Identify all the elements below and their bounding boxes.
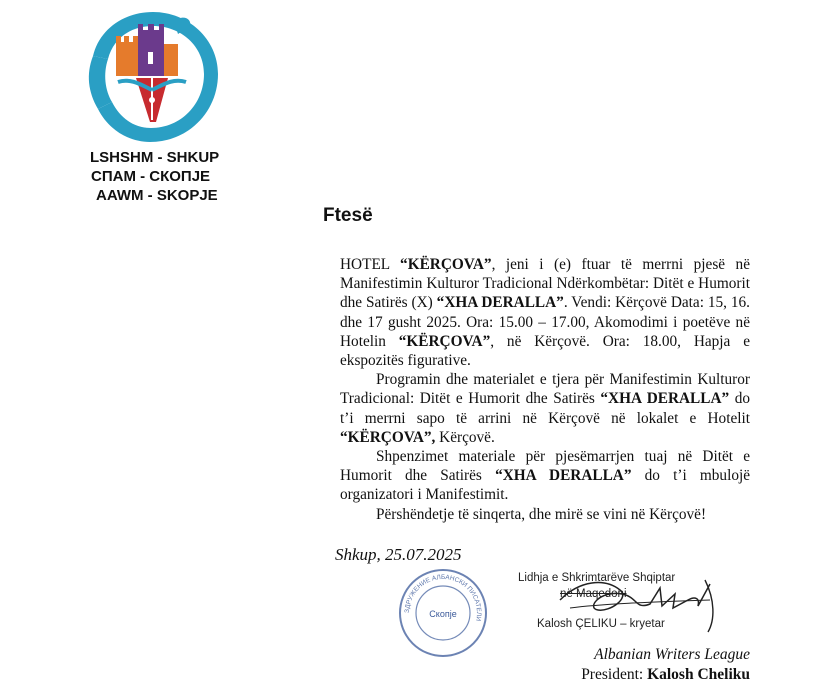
text: do t’i mbulojë organizatori i Manifestimit. [340, 467, 751, 504]
event-name: “XHA DERALLA” [436, 294, 564, 312]
text: , në Kërçovë. Ora: 18.00, Hapja e ekspozitës figurative. [340, 332, 750, 370]
text: . Vendi: Kërçovë Data: 15, 16. dhe 17 gusht 2025. Ora: 15.00 – 17.00, Akomodimi i poetëve në Hotelin [340, 294, 750, 350]
president-name: Kalosh Cheliku [647, 666, 750, 683]
page-title: Ftesë [323, 205, 373, 226]
stamp-center-text: Скопје [429, 609, 457, 619]
text: , jeni i (e) ftuar të merrni pjesë në Manifestimin Kulturor Tradicional Ndërkombëtar: Ditët e Humorit dhe Satirës (X) [340, 256, 750, 312]
signature-org-line2: në Maqedoni [560, 588, 627, 600]
hotel-name: “KËRÇOVA”, [340, 428, 436, 446]
hotel-name: “KËRÇOVA” [398, 332, 491, 350]
footer-president [581, 666, 750, 684]
president-label: President: [581, 666, 648, 683]
text: do t’i merrni sapo të arrini në Kërçovë në lokalet e Hotelit [340, 390, 750, 427]
hotel-name: “KËRÇOVA” [400, 256, 492, 273]
signature-org-line: Lidhja e Shkrimtarëve Shqiptar [518, 572, 676, 584]
text: Kërçovë. [435, 428, 495, 446]
org-name-albanian: LSHSHM - SHKUP [90, 149, 220, 166]
text: Shpenzimet materiale për pjesëmarrjen tuaj në Ditët e Humorit dhe Satirës [340, 448, 750, 485]
text: Programin dhe materialet e tjera për Manifestimin Kulturor Tradicional: Ditët e Humorit dhe Satirës [340, 371, 750, 408]
event-name: “XHA DERALLA” [600, 390, 730, 408]
event-name: “XHA DERALLA” [495, 467, 632, 485]
stamp-ring-text: ЗДРУЖЕНИЕ АЛБАНСКИ ПИСАТЕЛИ [403, 573, 483, 622]
paragraph-3 [340, 447, 750, 505]
paragraph-1 [340, 255, 750, 370]
paragraph-2 [340, 370, 750, 447]
signature-name-line: Kalosh ÇELIKU – kryetar [537, 618, 665, 630]
org-name-macedonian: СПАМ - СКОПЈЕ [91, 168, 211, 185]
paragraph-4: Përshëndetje të sinqerta, dhe mirë se vini në Kërçovë! [376, 505, 707, 523]
org-logo [78, 4, 228, 149]
footer-league: Albanian Writers League [594, 646, 750, 663]
letter-date: Shkup, 25.07.2025 [335, 545, 462, 564]
letter-body [340, 255, 750, 524]
official-stamp [397, 567, 489, 659]
text: HOTEL [340, 256, 401, 273]
org-name-english: AAWM - SKOPJE [96, 187, 218, 204]
